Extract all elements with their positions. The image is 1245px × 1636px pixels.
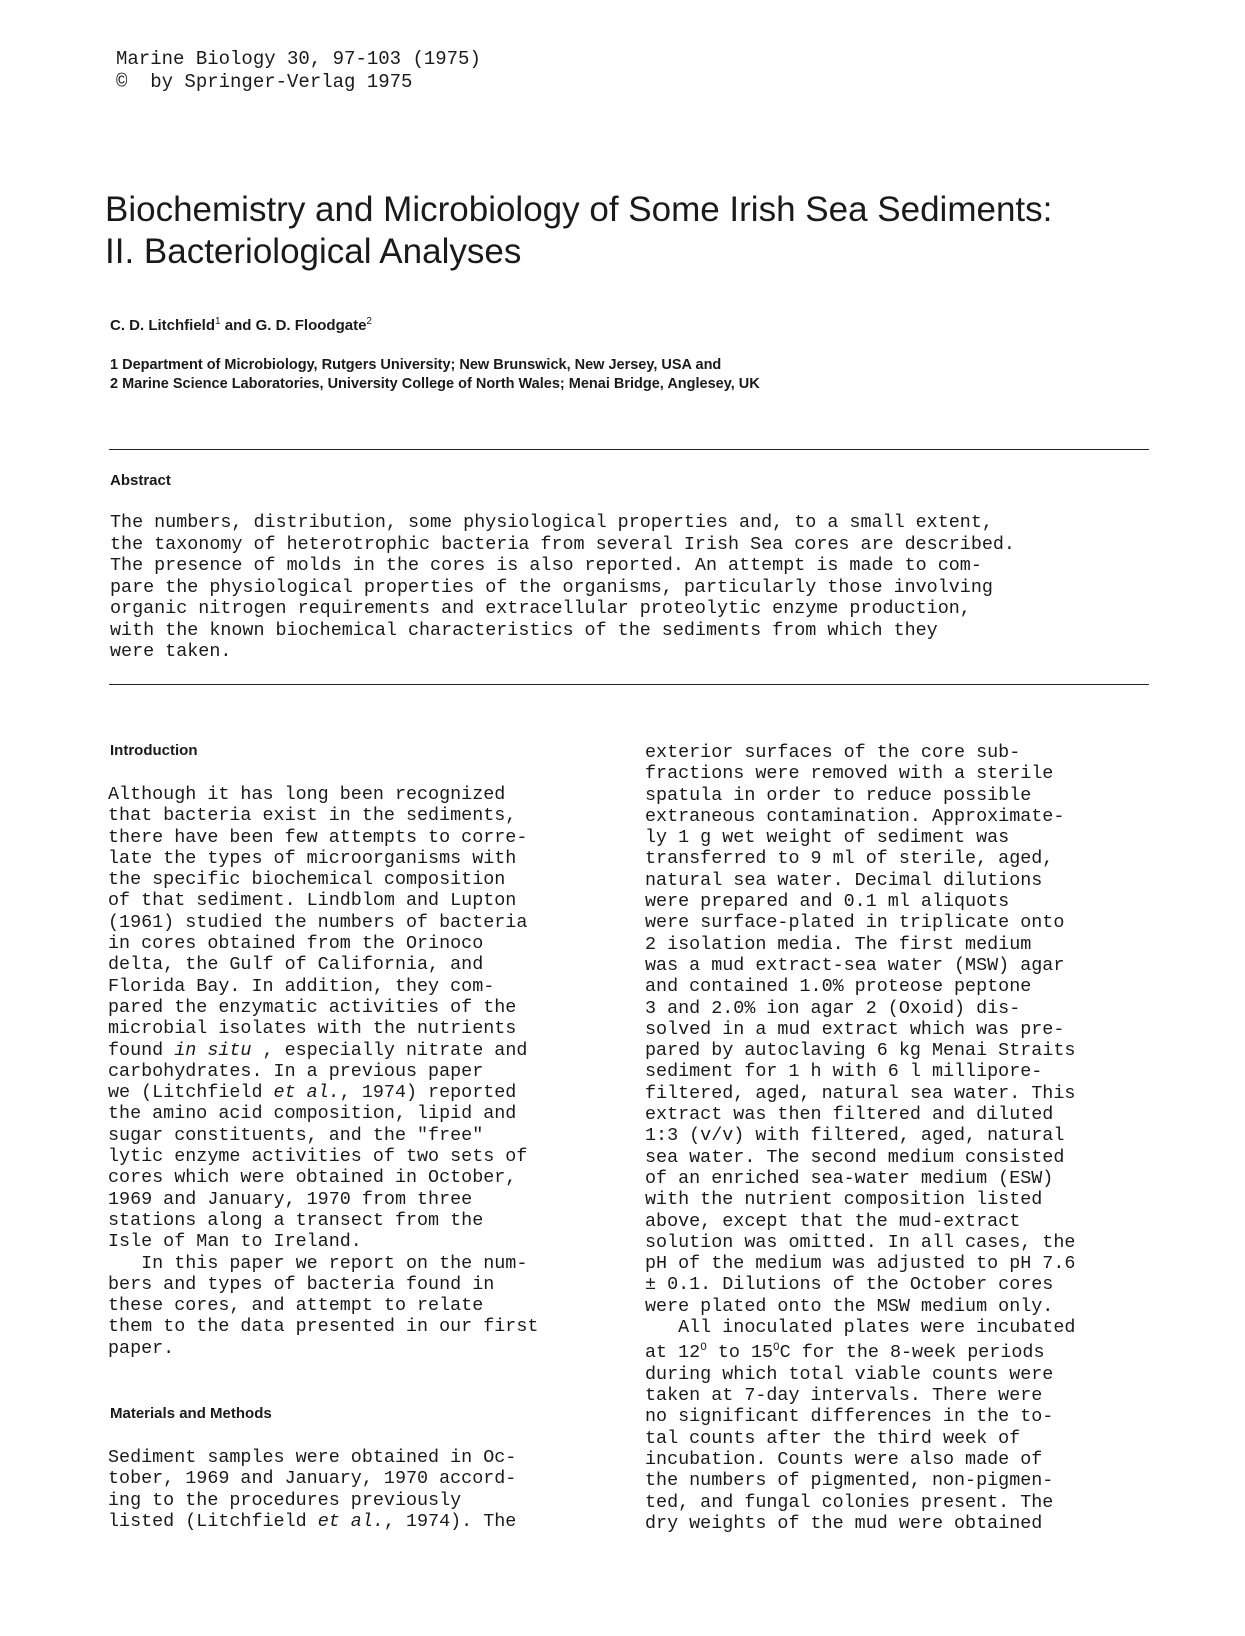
methods-line-suffix: , 1974). The	[383, 1510, 517, 1532]
degree-mark-2: O	[773, 1342, 780, 1355]
abstract-body	[110, 512, 1155, 663]
right-line: ± 0.1. Dilutions of the October cores	[645, 1274, 1054, 1296]
paper-title	[105, 189, 1185, 273]
right-line: sediment for 1 h with 6 l millipore-	[645, 1061, 1043, 1083]
right-line: taken at 7-day intervals. There were	[645, 1385, 1043, 1407]
author-1-affiliation-mark: 1	[215, 316, 221, 327]
methods-line-prefix: listed (Litchfield	[108, 1510, 318, 1532]
intro-line: Florida Bay. In addition, they com-	[108, 975, 495, 997]
intro-line: Isle of Man to Ireland.	[108, 1231, 362, 1253]
right-line: during which total viable counts were	[645, 1363, 1054, 1385]
abstract-bottom-rule	[109, 684, 1149, 685]
intro-line: the amino acid composition, lipid and	[108, 1103, 517, 1125]
intro-line: carbohydrates. In a previous paper	[108, 1060, 484, 1082]
intro-line: sugar constituents, and the "free"	[108, 1124, 484, 1146]
abstract-line: pare the physiological properties of the organisms, particularly those involving	[110, 576, 993, 598]
abstract-line: with the known biochemical characteristics of the sediments from which they	[110, 619, 938, 641]
author-conjunction: and	[220, 317, 256, 334]
temperature-suffix: C for the 8-week periods	[779, 1342, 1045, 1364]
right-line: 2 isolation media. The first medium	[645, 933, 1032, 955]
introduction-heading: Introduction	[110, 742, 198, 759]
right-line: solution was omitted. In all cases, the	[645, 1231, 1076, 1253]
intro-line-suffix: , especially nitrate and	[251, 1039, 528, 1061]
intro-line: there have been few attempts to corre-	[108, 826, 528, 848]
intro-line: microbial isolates with the nutrients	[108, 1018, 517, 1040]
affiliations	[110, 356, 760, 394]
methods-line	[108, 1511, 516, 1532]
et-al-italic: et al.	[317, 1510, 384, 1532]
intro-line: that bacteria exist in the sediments,	[108, 805, 517, 827]
right-line: exterior surfaces of the core sub-	[645, 742, 1021, 763]
right-line	[645, 1338, 1075, 1363]
title-line-1: Biochemistry and Microbiology of Some Irish Sea Sediments:	[105, 190, 1053, 229]
right-line: extract was then filtered and diluted	[645, 1104, 1054, 1126]
right-line: natural sea water. Decimal dilutions	[645, 869, 1043, 891]
right-line: All inoculated plates were incubated	[645, 1317, 1076, 1339]
intro-line: in cores obtained from the Orinoco	[108, 933, 484, 955]
intro-line: them to the data presented in our first	[108, 1316, 539, 1338]
intro-line: cores which were obtained in October,	[108, 1167, 517, 1189]
author-2-affiliation-mark: 2	[366, 316, 372, 327]
author-list	[110, 316, 372, 334]
degree-mark-1: O	[700, 1342, 707, 1355]
right-line: was a mud extract-sea water (MSW) agar	[645, 954, 1065, 976]
intro-line: In this paper we report on the num-	[108, 1252, 528, 1274]
intro-line: the specific biochemical composition	[108, 869, 506, 891]
right-line: solved in a mud extract which was pre-	[645, 1018, 1065, 1040]
methods-line: ing to the procedures previously	[108, 1489, 462, 1511]
intro-line: paper.	[108, 1337, 175, 1359]
right-line: and contained 1.0% proteose peptone	[645, 976, 1032, 998]
right-line: incubation. Counts were also made of	[645, 1448, 1043, 1470]
temperature-between: to 15	[706, 1342, 774, 1364]
right-line: dry weights of the mud were obtained	[645, 1512, 1043, 1534]
intro-line: bers and types of bacteria found in	[108, 1273, 495, 1295]
intro-line: 1969 and January, 1970 from three	[108, 1188, 473, 1210]
intro-line-suffix: , 1974) reported	[339, 1082, 517, 1104]
intro-line: these cores, and attempt to relate	[108, 1295, 484, 1317]
intro-line: (1961) studied the numbers of bacteria	[108, 911, 528, 933]
temperature-prefix: at 12	[645, 1342, 701, 1364]
intro-line-prefix: we (Litchfield	[108, 1082, 274, 1104]
right-line: ted, and fungal colonies present. The	[645, 1491, 1054, 1513]
et-al-italic: et al.	[273, 1082, 340, 1104]
intro-line: delta, the Gulf of California, and	[108, 954, 484, 976]
right-line: filtered, aged, natural sea water. This	[645, 1082, 1076, 1104]
methods-body	[108, 1447, 516, 1532]
right-line: pH of the medium was adjusted to pH 7.6	[645, 1253, 1076, 1275]
affiliation-2: 2 Marine Science Laboratories, University College of North Wales; Menai Bridge, Anglesey, UK	[110, 376, 760, 392]
journal-citation: Marine Biology 30, 97-103 (1975)	[116, 48, 481, 70]
abstract-line: organic nitrogen requirements and extracellular proteolytic enzyme production,	[110, 598, 971, 619]
intro-line: Although it has long been recognized	[108, 784, 506, 805]
right-line: tal counts after the third week of	[645, 1427, 1021, 1449]
intro-line: of that sediment. Lindblom and Lupton	[108, 890, 517, 912]
right-line: were plated onto the MSW medium only.	[645, 1295, 1054, 1317]
intro-line: lytic enzyme activities of two sets of	[108, 1146, 528, 1168]
right-line: sea water. The second medium consisted	[645, 1146, 1065, 1168]
intro-line	[108, 1082, 538, 1103]
right-line: ly 1 g wet weight of sediment was	[645, 827, 1010, 849]
intro-line: late the types of microorganisms with	[108, 847, 517, 869]
right-line: 3 and 2.0% ion agar 2 (Oxoid) dis-	[645, 997, 1021, 1019]
methods-line: Sediment samples were obtained in Oc-	[108, 1447, 517, 1468]
abstract-heading: Abstract	[110, 472, 171, 489]
right-line: were prepared and 0.1 ml aliquots	[645, 891, 1010, 913]
right-line: 1:3 (v/v) with filtered, aged, natural	[645, 1125, 1065, 1147]
in-situ-italic: in situ	[174, 1039, 252, 1061]
right-line: with the nutrient composition listed	[645, 1189, 1043, 1211]
right-line: extraneous contamination. Approximate-	[645, 805, 1065, 827]
right-line: the numbers of pigmented, non-pigmen-	[645, 1470, 1054, 1492]
abstract-line: The presence of molds in the cores is also reported. An attempt is made to com-	[110, 555, 982, 576]
methods-heading: Materials and Methods	[110, 1405, 272, 1422]
right-line: of an enriched sea-water medium (ESW)	[645, 1167, 1054, 1189]
right-line: pared by autoclaving 6 kg Menai Straits	[645, 1040, 1076, 1062]
intro-line: pared the enzymatic activities of the	[108, 996, 517, 1018]
abstract-line: were taken.	[110, 641, 232, 662]
intro-line: stations along a transect from the	[108, 1209, 484, 1231]
abstract-top-rule	[109, 449, 1149, 450]
journal-citation-block	[116, 48, 481, 94]
intro-line	[108, 1040, 538, 1061]
copyright-line: © by Springer-Verlag 1975	[116, 71, 413, 93]
intro-line-prefix: found	[108, 1039, 175, 1061]
right-line: were surface-plated in triplicate onto	[645, 912, 1065, 934]
right-line: no significant differences in the to-	[645, 1406, 1054, 1428]
abstract-line: The numbers, distribution, some physiological properties and, to a small extent,	[110, 512, 993, 533]
right-line: fractions were removed with a sterile	[645, 763, 1054, 785]
right-line: above, except that the mud-extract	[645, 1210, 1021, 1232]
introduction-body	[108, 784, 538, 1359]
right-line: spatula in order to reduce possible	[645, 784, 1032, 806]
right-line: transferred to 9 ml of sterile, aged,	[645, 848, 1054, 870]
abstract-line: the taxonomy of heterotrophic bacteria from several Irish Sea cores are described.	[110, 533, 1015, 555]
author-2: G. D. Floodgate	[255, 317, 367, 334]
title-line-2: II. Bacteriological Analyses	[105, 232, 522, 271]
author-1: C. D. Litchfield	[110, 317, 215, 334]
right-column-body	[645, 742, 1075, 1534]
affiliation-1: 1 Department of Microbiology, Rutgers University; New Brunswick, New Jersey, USA and	[110, 357, 722, 373]
methods-line: tober, 1969 and January, 1970 accord-	[108, 1468, 517, 1490]
